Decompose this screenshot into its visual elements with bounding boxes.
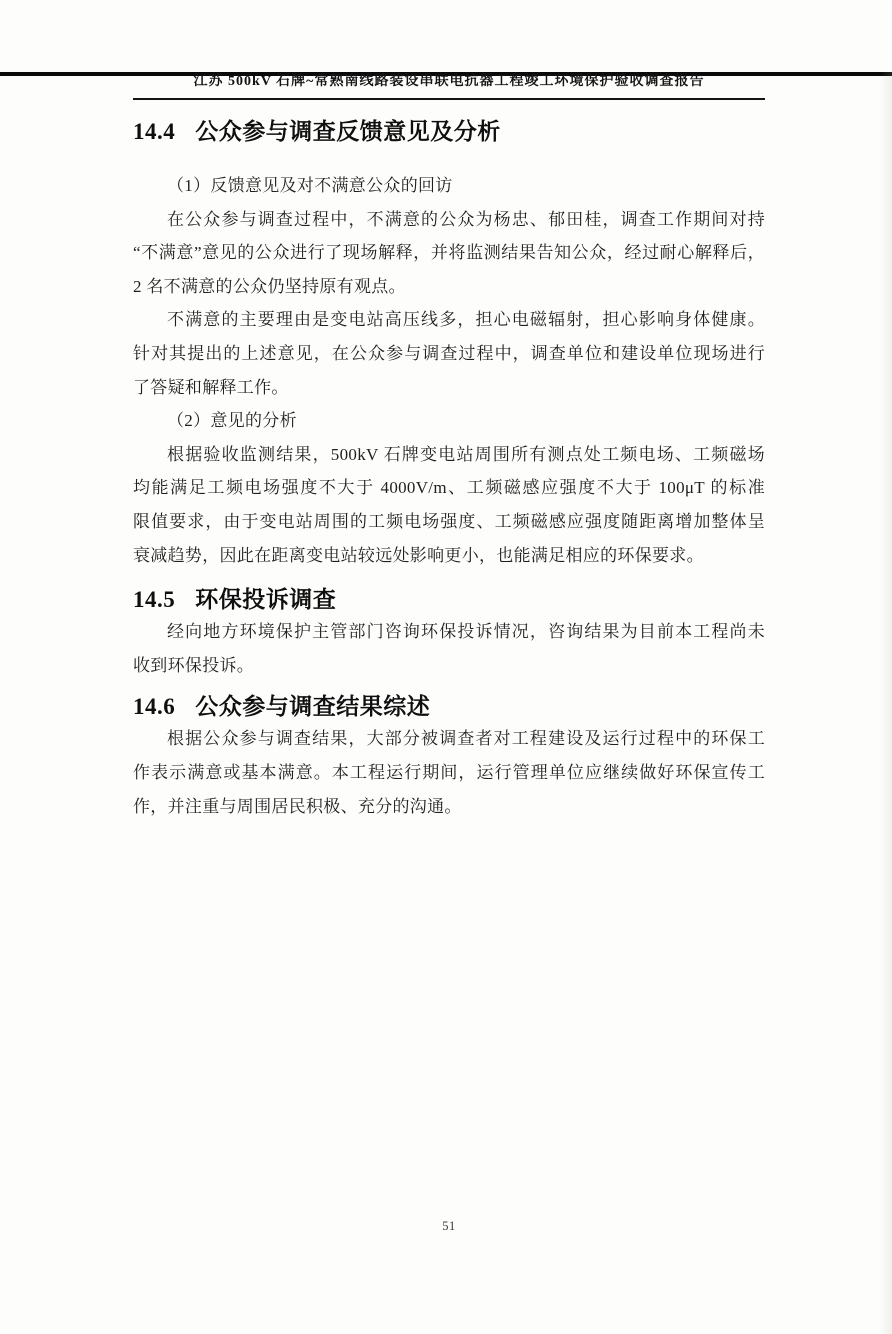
text-line: 2 名不满意的公众仍坚持原有观点。 [133, 276, 406, 296]
section-14-4-body [133, 169, 765, 572]
section-heading-14-4 [133, 116, 765, 147]
text-line: 了答疑和解释工作。 [133, 377, 289, 397]
text-line: 在公众参与调查过程中，不满意的公众为杨忠、郁田桂，调查工作期间对持 [167, 209, 765, 229]
page-number: 51 [442, 1219, 456, 1233]
section-title: 环保投诉调查 [195, 587, 337, 613]
text-line: 针对其提出的上述意见，在公众参与调查过程中，调查单位和建设单位现场进行 [133, 343, 765, 363]
paragraph [133, 203, 765, 304]
header-rule [133, 98, 765, 100]
subheading-item-1 [133, 169, 765, 203]
text-line: 收到环保投诉。 [133, 655, 255, 675]
section-number: 14.6 [133, 694, 176, 720]
paragraph [133, 303, 765, 404]
section-title: 公众参与调查反馈意见及分析 [195, 119, 501, 144]
section-14-6-body [133, 722, 765, 823]
text-line: 不满意的主要理由是变电站高压线多，担心电磁辐射，担心影响身体健康。 [167, 310, 765, 330]
section-number: 14.5 [133, 587, 176, 613]
subheading-item-2 [133, 404, 765, 438]
text-line: 根据验收监测结果，500kV 石牌变电站周围所有测点处工频电场、工频磁场 [167, 444, 765, 464]
paragraph [133, 438, 765, 572]
running-header-title: 江苏 500kV 石牌~常熟南线路装设串联电抗器工程竣工环境保护验收调查报告 [193, 74, 705, 89]
section-heading-14-5 [133, 584, 765, 615]
text-line: 衰减趋势，因此在距离变电站较远处影响更小，也能满足相应的环保要求。 [133, 545, 704, 565]
text-line: 根据公众参与调查结果，大部分被调查者对工程建设及运行过程中的环保工 [167, 729, 765, 749]
section-14-5-body [133, 615, 765, 682]
text-line: 均能满足工频电场强度不大于 4000V/m、工频磁感应强度不大于 100μT 的标准 [133, 478, 765, 498]
text-line: 作，并注重与周围居民积极、充分的沟通。 [133, 796, 462, 816]
page-content [133, 72, 765, 823]
text-line: 经向地方环境保护主管部门咨询环保投诉情况，咨询结果为目前本工程尚未 [167, 622, 765, 642]
text-line: 限值要求，由于变电站周围的工频电场强度、工频磁感应强度随距离增加整体呈 [133, 511, 765, 531]
text-line: （2）意见的分析 [167, 411, 297, 431]
section-number: 14.4 [133, 119, 176, 144]
section-heading-14-6 [133, 691, 765, 722]
text-line: 作表示满意或基本满意。本工程运行期间，运行管理单位应继续做好环保宣传工 [133, 762, 765, 782]
section-title: 公众参与调查结果综述 [195, 694, 431, 720]
scan-right-edge [880, 72, 892, 1334]
text-line: （1）反馈意见及对不满意公众的回访 [167, 176, 453, 195]
text-line: “不满意”意见的公众进行了现场解释，并将监测结果告知公众，经过耐心解释后， [133, 243, 765, 263]
